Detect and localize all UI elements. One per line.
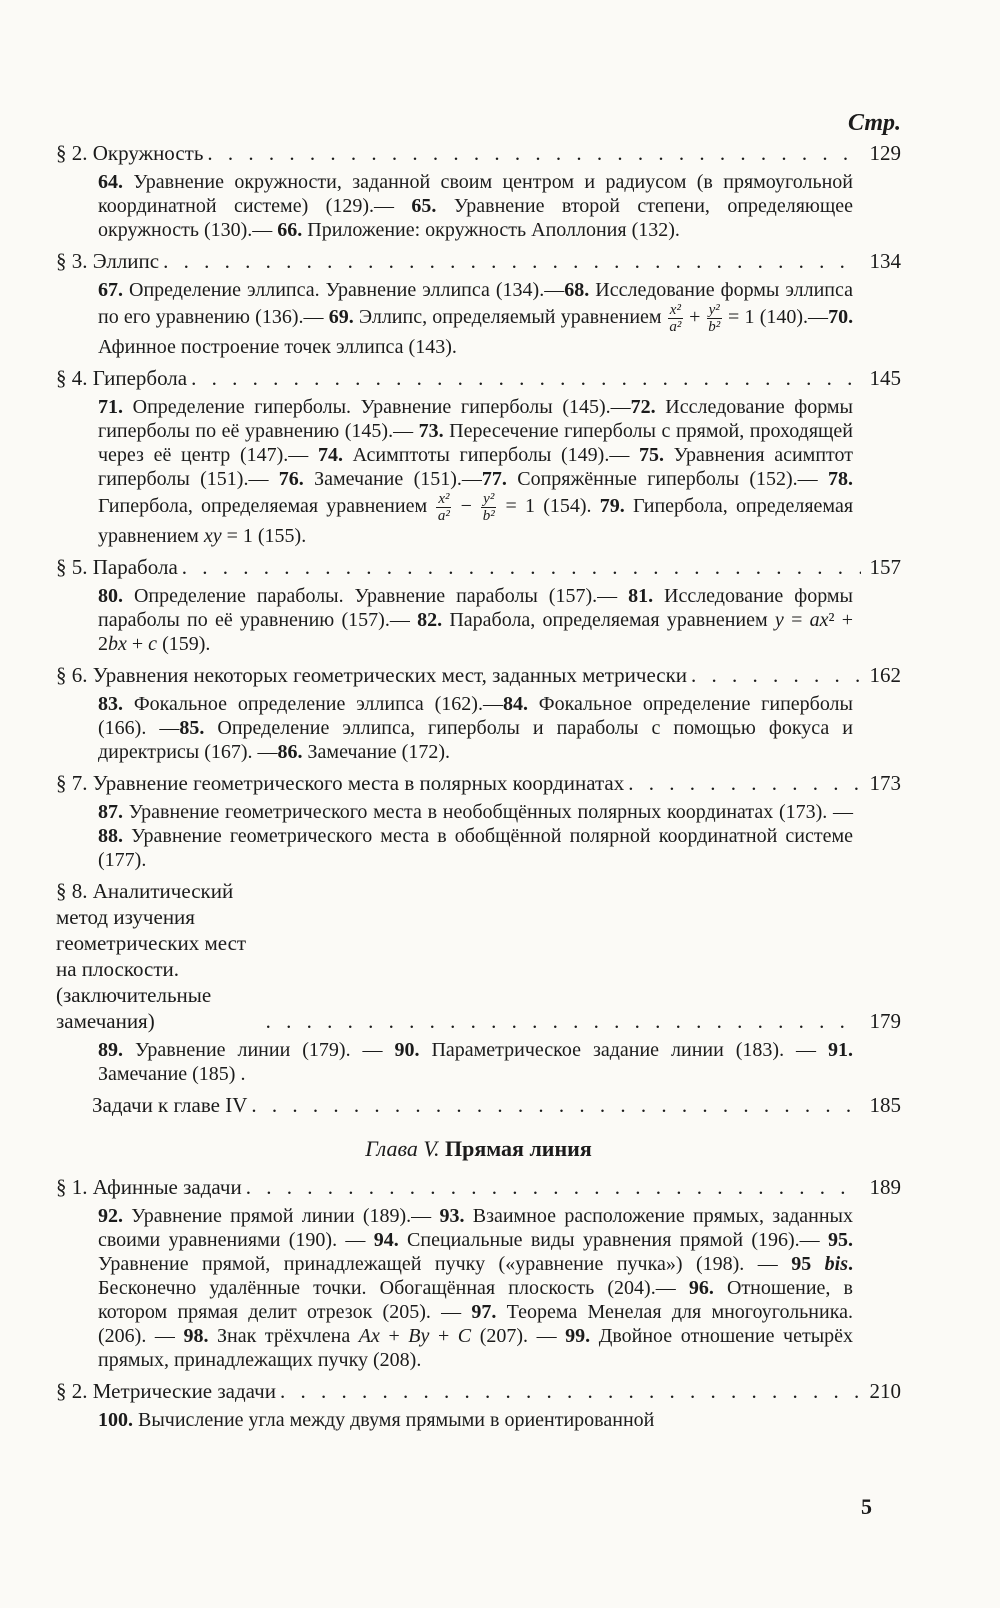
formula-rhs: = 1: [505, 495, 536, 518]
chapter-heading: [56, 1136, 901, 1162]
dot-leader: [207, 140, 861, 166]
section-contents: [98, 692, 853, 764]
contents-text: 92. Уравнение прямой линии (189).— 93. Взаимное расположение прямых, заданных своими уравнениями (190). — 94. Специальные виды уравнения прямой (196).— 95. Уравнение прямой, принадлежащей пучку («уравнение пучка») (198). — 95 bis. Бесконечно удалённые точки. Обогащённая плоскость (204).— 96. Отношение, в котором прямая делит отрезок (205). — 97. Теорема Менелая для многоугольника. (206). — 98. Знак трёхчлена Ax + By + C (207). — 99. Двойное отношение четырёх прямых, принадлежащих пучку (208).: [98, 1205, 854, 1371]
contents-text: 83. Фокальное определение эллипса (162).—84. Фокальное определение гиперболы (166). —85. Определение эллипса, гиперболы и параболы с помощью фокуса и директрисы (167). —86. Замечание (172).: [98, 693, 854, 763]
contents-text: 89. Уравнение линии (179). — 90. Параметрическое задание линии (183). — 91. Замечание (185) .: [98, 1039, 853, 1085]
section-contents: [98, 584, 853, 656]
section-page: 129: [869, 141, 901, 165]
section-page: 162: [869, 663, 901, 687]
section-contents: 71. Определение гиперболы. Уравнение гиперболы (145).—72. Исследование формы гиперболы по её уравнению (145).— 73. Пересечение гиперболы с прямой, проходящей через её центр (147).— 74. Асимптоты гиперболы (149).— 75. Уравнения асимптот гиперболы (151).— 76. Замечание (151).—77. Сопряжённые гиперболы (152).— 78. Гипербола, определяемая уравнением $\frac{\text{x²}}{\text{a²}}$ − $\frac{\text{y²}}{\text{b²}}$ = 1 (154). 79. Гипербола, определяемая уравнением xy = 1 (155).: [98, 396, 854, 547]
section-contents: [98, 1038, 853, 1086]
toc-entry-metric-loci[interactable]: [56, 662, 901, 688]
formula-rhs: = 1: [728, 306, 755, 329]
section-title: § 5. Парабола: [56, 555, 178, 579]
dot-leader: [163, 248, 861, 274]
dot-leader: [246, 1174, 861, 1200]
toc-entry-hyperbola[interactable]: [56, 365, 901, 391]
formula-fraction: $\frac{\text{x²}}{\text{a²}}$: [669, 302, 682, 335]
contents-text: (140).—70. Афинное построение точек эллипса (143).: [98, 306, 854, 358]
toc-entry-affine[interactable]: [56, 1174, 901, 1200]
section-contents: 67. Определение эллипса. Уравнение эллипса (134).—68. Исследование формы эллипса по его уравнению (136).— 69. Эллипс, определяемый уравнением $\frac{\text{x²}}{\text{a²}}$ + $\frac{\text{y²}}{\text{b²}}$ = 1 (140).—70. Афинное построение точек эллипса (143).: [98, 279, 854, 358]
toc-page: [56, 108, 901, 1438]
section-page: 179: [869, 1009, 901, 1033]
section-title: § 6. Уравнения некоторых геометрических мест, заданных метрически: [56, 663, 688, 687]
section-page: 189: [869, 1175, 901, 1199]
dot-leader: [266, 1008, 861, 1034]
contents-text: 100. Вычисление угла между двумя прямыми в ориентированной: [98, 1409, 655, 1431]
toc-entry-analytic-method[interactable]: [56, 878, 901, 1034]
dot-leader: [628, 770, 861, 796]
section-contents: [98, 800, 853, 872]
section-title: § 2. Окружность: [56, 141, 204, 165]
formula-fraction: $\frac{\text{y²}}{\text{b²}}$: [708, 302, 721, 335]
section-title: § 1. Афинные задачи: [56, 1175, 242, 1199]
section-title: § 2. Метрические задачи: [56, 1379, 276, 1403]
contents-text: 80. Определение параболы. Уравнение параболы (157).— 81. Исследование формы параболы по её уравнению (157).— 82. Парабола, определяемая уравнением y = ax² + 2bx + c (159).: [98, 585, 854, 655]
section-page: 210: [869, 1379, 901, 1403]
dot-leader: [251, 1092, 861, 1118]
section-page: 134: [869, 249, 901, 273]
toc-entry-circle[interactable]: [56, 140, 901, 166]
section-contents: [98, 170, 853, 242]
toc-entry-parabola[interactable]: [56, 554, 901, 580]
section-title: § 7. Уравнение геометрического места в полярных координатах: [56, 771, 625, 795]
chapter-label: Глава V.: [365, 1136, 440, 1161]
toc-entry-metric[interactable]: [56, 1378, 901, 1404]
section-page: 173: [869, 771, 901, 795]
contents-text: 71. Определение гиперболы. Уравнение гиперболы (145).—72. Исследование формы гиперболы по её уравнению (145).— 73. Пересечение гиперболы с прямой, проходящей через её центр (147).— 74. Асимптоты гиперболы (149).— 75. Уравнения асимптот гиперболы (151).— 76. Замечание (151).—77. Сопряжённые гиперболы (152).— 78. Гипербола, определяемая уравнением: [98, 396, 853, 518]
toc-entry-problems[interactable]: [92, 1092, 901, 1118]
section-page: 157: [869, 555, 901, 579]
problems-title: Задачи к главе IV: [92, 1093, 248, 1117]
section-contents: [98, 1204, 853, 1372]
dot-leader: [182, 554, 861, 580]
section-title: § 8. Аналитический метод изучения геометрических мест на плоскости. (заключительные замечания): [56, 879, 247, 1033]
section-title: § 3. Эллипс: [56, 249, 160, 273]
contents-text: (154). 79. Гипербола, определяемая уравнением xy = 1 (155).: [98, 495, 854, 547]
formula-fraction: $\frac{\text{x²}}{\text{a²}}$: [437, 491, 450, 524]
page-column-label: Стр.: [847, 110, 901, 136]
toc-entry-ellipse[interactable]: [56, 248, 901, 274]
contents-text: 67. Определение эллипса. Уравнение эллипса (134).—68. Исследование формы эллипса по его уравнению (136).— 69. Эллипс, определяемый уравнением: [98, 279, 853, 329]
contents-text: 64. Уравнение окружности, заданной своим центром и радиусом (в прямоугольной координатной системе) (129).— 65. Уравнение второй степени, определяющее окружность (130).— 66. Приложение: окружность Аполлония (132).: [98, 171, 853, 241]
formula-fraction: $\frac{\text{y²}}{\text{b²}}$: [482, 491, 495, 524]
contents-text: 87. Уравнение геометрического места в необобщённых полярных координатах (173). — 88. Уравнение геометрического места в обобщённой полярной координатной системе (177).: [98, 801, 853, 871]
section-page: 145: [869, 366, 901, 390]
dot-leader: [280, 1378, 861, 1404]
chapter-title: Прямая линия: [444, 1136, 592, 1161]
toc-entry-polar[interactable]: [56, 770, 901, 796]
section-contents: [98, 1408, 853, 1432]
section-title: § 4. Гипербола: [56, 366, 188, 390]
problems-page: 185: [869, 1093, 901, 1117]
page-number: 5: [861, 1494, 872, 1519]
dot-leader: [191, 365, 861, 391]
dot-leader: [691, 662, 861, 688]
